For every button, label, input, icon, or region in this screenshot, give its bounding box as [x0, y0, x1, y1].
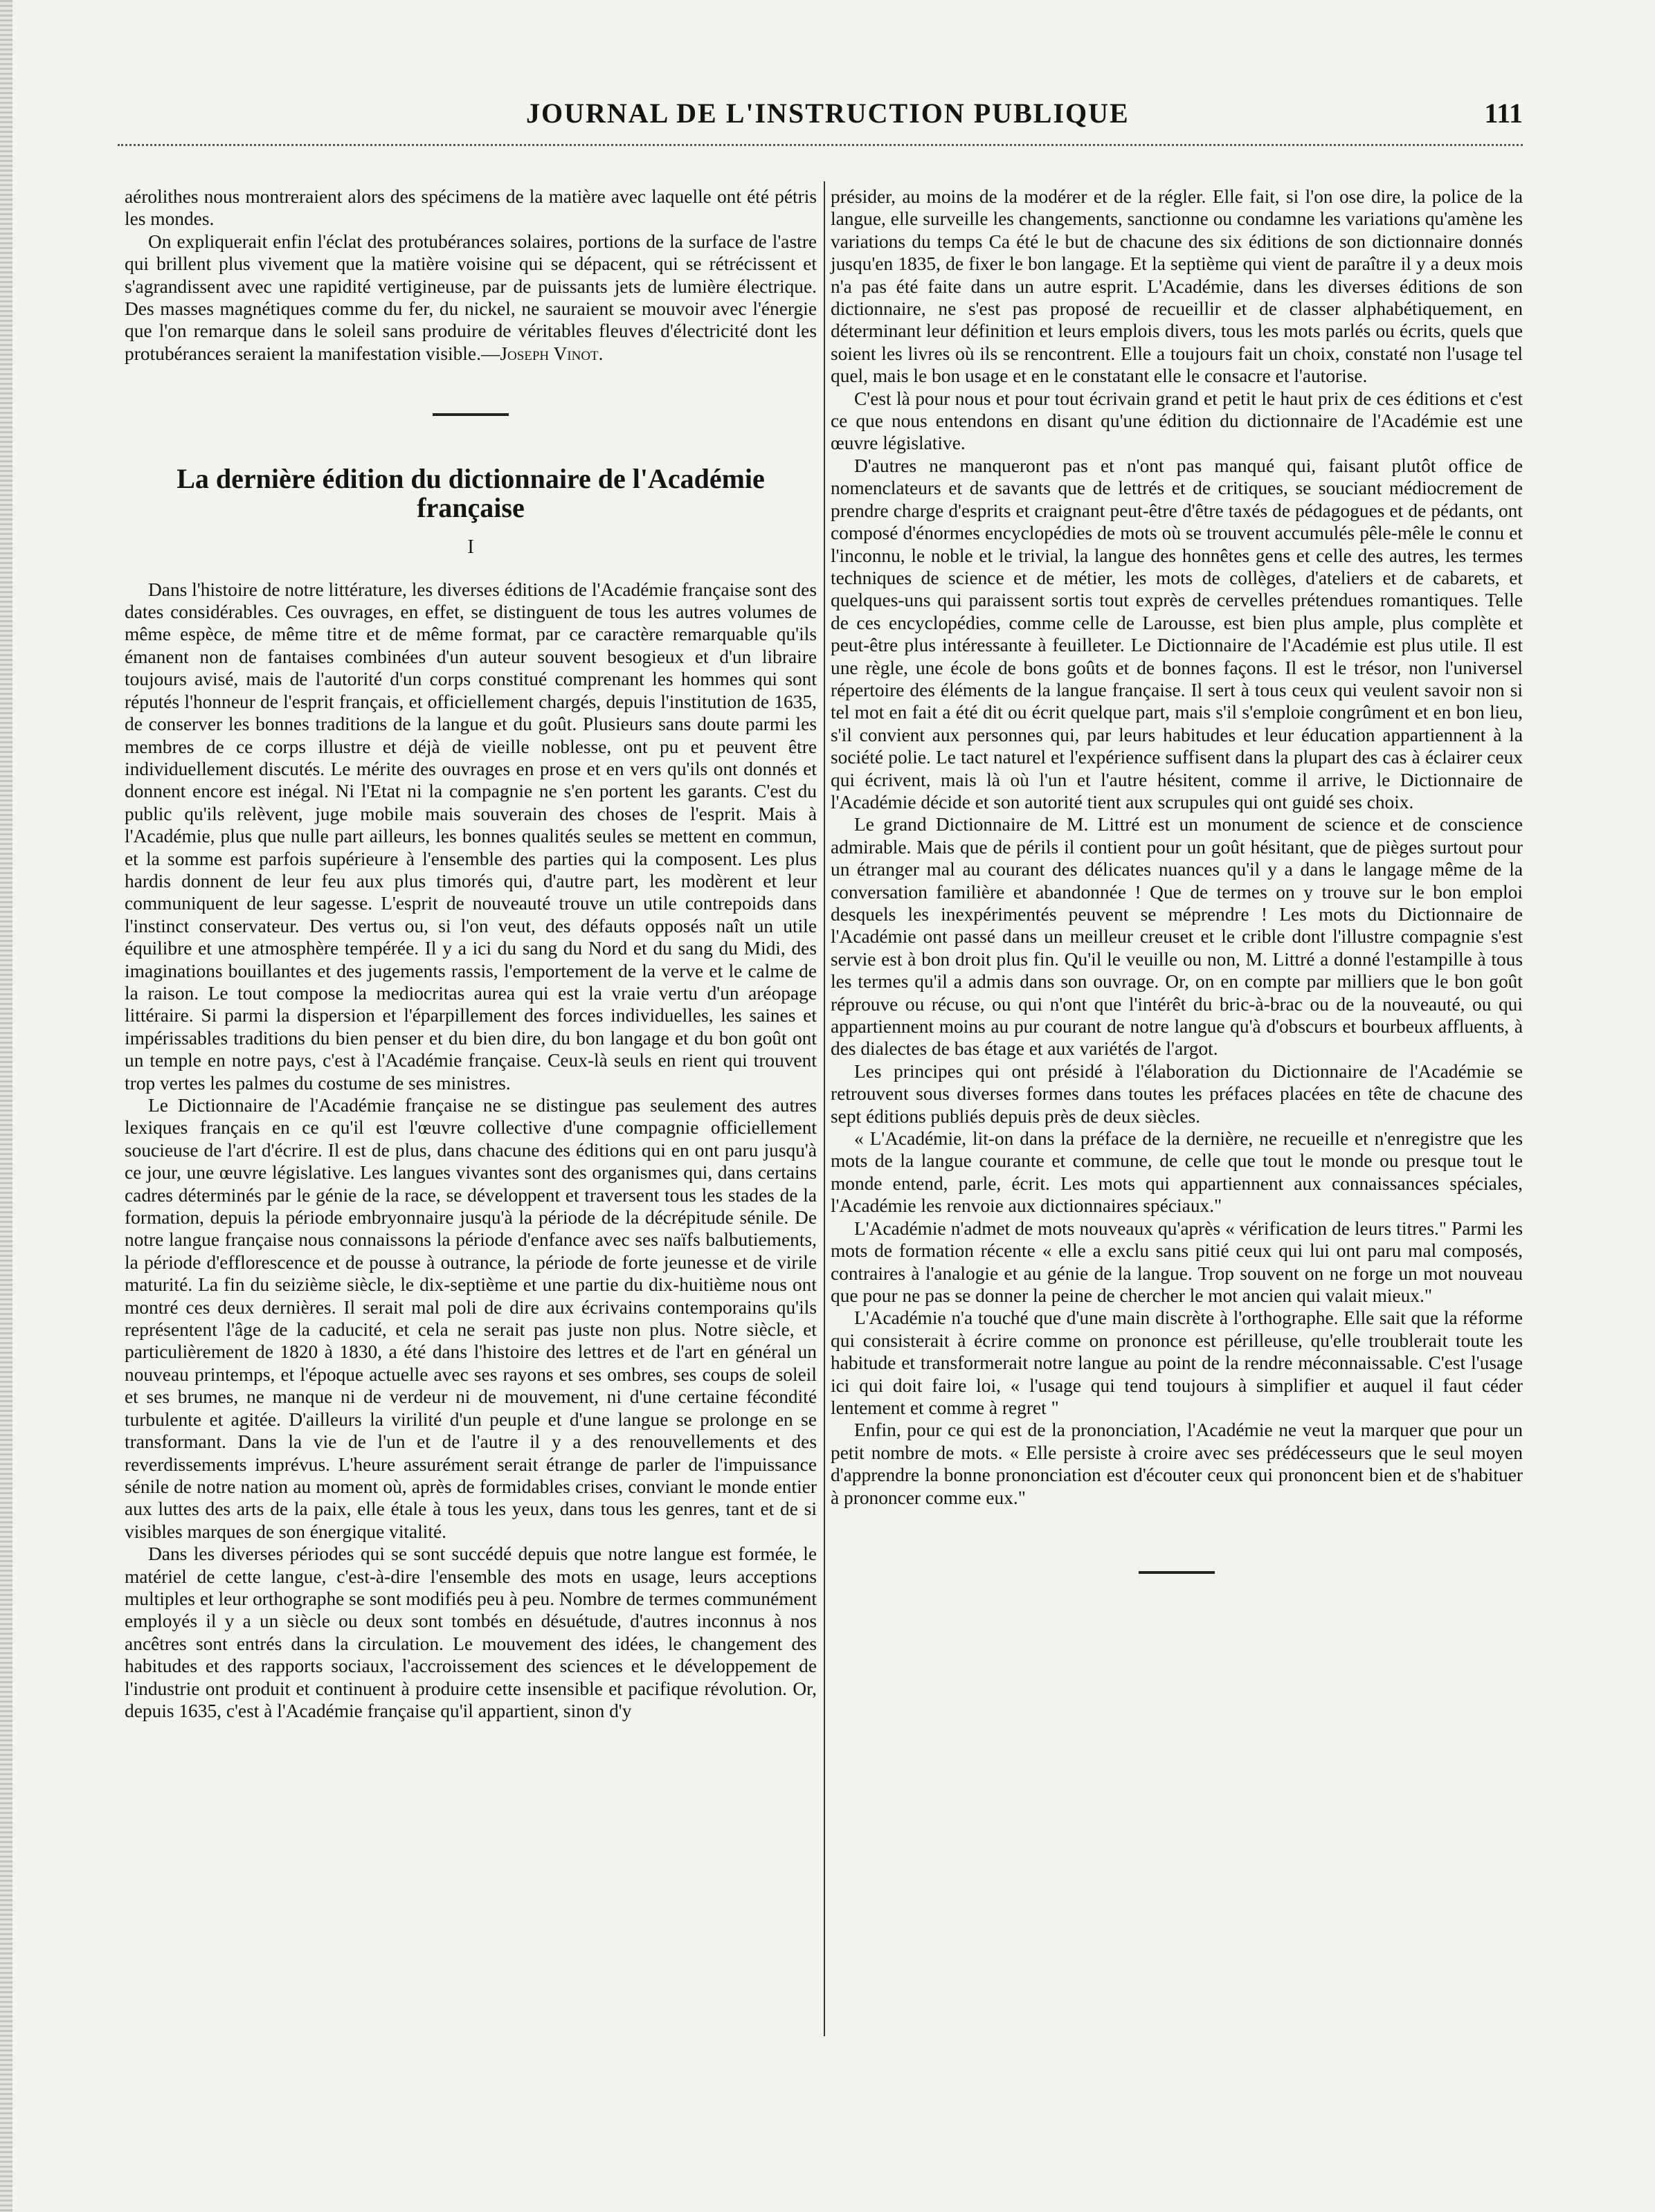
page-header	[118, 97, 1523, 138]
section-separator	[433, 413, 509, 416]
article-paragraph: Dans les diverses périodes qui se sont succédé depuis que notre langue est formée, le matériel de cette langue, c'est-à-dire l'ensemble des mots en usage, leurs acceptions multiples et leur orthographe se sont modifiés peu à peu. Nombre de termes communément employés il y a un siècle ou deux sont tombés en désuétude, d'autres inconnus à nos ancêtres sont entrés dans la circulation. Le mouvement des idées, le changement des habitudes et des rapports sociaux, l'accroissement des sciences et le développement de l'industrie ont produit et continuent à produire cette insensible et pacifique révolution. Or, depuis 1635, c'est à l'Académie française qu'il appartient, sinon d'y	[125, 1543, 817, 1721]
carryover-paragraph	[125, 230, 817, 365]
article-paragraph: Dans l'histoire de notre littérature, les diverses éditions de l'Académie française sont des dates considérables. Ces ouvrages, en effet, se distinguent de tous les autres volumes de même espèce, de même titre et de même format, par ce caractère remarquable qu'ils émanent non de fantaises combinées d'un auteur souvent besogieux et d'un libraire toujours avisé, mais de l'autorité d'un corps constitué comprenant les hommes qui sont réputés l'honneur de l'esprit français, et officiellement chargés, depuis l'institution de 1635, de conserver les bonnes traditions de la langue et du goût. Plusieurs sans doute parmi les membres de ce corps illustre et déjà de vieille noblesse, ont pu et peuvent être individuellement discutés. Le mérite des ouvrages en prose et en vers qu'ils ont donnés et donnent encore est inégal. Ni l'Etat ni la compagnie ne s'en portent les garants. C'est du public qu'ils relèvent, juge mobile mais souverain des choses de l'esprit. Mais à l'Académie, plus que nulle part ailleurs, les bonnes qualités seules se mettent en commun, et la somme est parfois supérieure à l'ensemble des parties qui la composent. Les plus hardis donnent de leur feu aux plus timorés qui, d'autre part, les modèrent et leur communiquent de leur sagesse. L'esprit de nouveauté trouve un utile contrepoids dans l'instinct conservateur. Des vertus ou, si l'on veut, des défauts opposés naît un utile équilibre et une atmosphère tempérée. Il y a ici du sang du Nord et du sang du Midi, des imaginations bouillantes et des jugements rassis, l'emportement de la verve et le calme de la raison. Le tout compose la mediocritas aurea qui est la vraie vertu d'un aréopage littéraire. Si parmi la dispersion et l'éparpillement des forces individuelles, les saines et impérissables traditions du bien penser et du bien dire, du bon langage et du bon goût ont un temple en notre pays, c'est à l'Académie française. Ceux-là seuls en rient qui trouvent trop vertes les palmes du costume de ses ministres.	[125, 579, 817, 1094]
journal-title: JOURNAL DE L'INSTRUCTION PUBLIQUE	[526, 98, 1130, 129]
carryover-paragraph: aérolithes nous montreraient alors des spécimens de la matière avec laquelle ont été pétris les mondes.	[125, 186, 817, 230]
article-paragraph: D'autres ne manqueront pas et n'ont pas manqué qui, faisant plutôt office de nomenclateurs et de savants que de lettrés et de critiques, se souciant médiocrement de prendre charge d'esprits et craignant peut-être d'être taxés de pédagogues et de pédants, ont composé d'énormes encyclopédies de mots où se trouvent accumulés pêle-mêle le connu et l'inconnu, le noble et le trivial, la langue des honnêtes gens et celle des autres, les termes techniques de science et de métier, les mots de collèges, d'ateliers et de cabarets, et quelques-uns qui paraissent sortis tout exprès de cervelles prétendues romantiques. Telle de ces encyclopédies, comme celle de Larousse, est bien plus ample, plus complète et peut-être plus intéressante à feuilleter. Le Dictionnaire de l'Académie est plus utile. Il est une règle, une école de bons goûts et de bonnes façons. Il est le trésor, non l'universel répertoire des éléments de la langue française. Il sert à tous ceux qui veulent savoir non si tel mot en fait a été dit ou écrit quelque part, mais s'il s'emploie congrûment et en bon lieu, s'il convient aux personnes qui, par leurs habitudes et leur éducation appartiennent à la société polie. Le tact naturel et l'expérience suffisent dans la plupart des cas à éclairer ceux qui écrivent, mais là où l'un et l'autre hésitent, comme il arrive, le Dictionnaire de l'Académie décide et son autorité tient aux scrupules qui ont guidé ses choix.	[831, 455, 1523, 813]
article-paragraph: C'est là pour nous et pour tout écrivain grand et petit le haut prix de ces éditions et c'est ce que nous entendons en disant qu'une édition du dictionnaire de l'Académie est une œuvre législative.	[831, 388, 1523, 454]
scanned-page-edge	[0, 0, 12, 2212]
header-rule	[118, 144, 1523, 146]
end-separator	[1139, 1571, 1215, 1574]
article-paragraph: L'Académie n'admet de mots nouveaux qu'après « vérification de leurs titres." Parmi les mots de formation récente « elle a exclu sans pitié ceux qui lui ont paru mal composés, contraires à l'analogie et au génie de la langue. Trop souvent on ne forge un mot nouveau que pour ne pas se donner la peine de chercher le mot ancien qui valait mieux."	[831, 1217, 1523, 1306]
article-paragraph: Enfin, pour ce qui est de la prononciation, l'Académie ne veut la marquer que pour un petit nombre de mots. « Elle persiste à croire avec ses prédécesseurs que le seul moyen d'apprendre la bonne prononciation est d'écouter ceux qui prononcent bien et de s'habituer à prononcer comme eux."	[831, 1420, 1523, 1508]
article-paragraph: Le Dictionnaire de l'Académie française ne se distingue pas seulement des autres lexiques français en ce qu'il est l'œuvre collective d'une compagnie officiellement soucieuse de l'art d'écrire. Il est de plus, dans chacune des éditions qui en ont paru jusqu'à ce jour, une œuvre législative. Les langues vivantes sont des organismes qui, dans certains cadres déterminés par le génie de la race, se développent et traversent tous les stades de la formation, depuis la période embryonnaire jusqu'à la période de la décrépitude sénile. De notre langue française nous connaissons la période d'enfance avec ses naïfs balbutiements, la période d'efflorescence et de pousse à outrance, la période de forte jeunesse et de virile maturité. La fin du seizième siècle, le dix-septième et une partie du dix-huitième nous ont montré ces deux dernières. Il serait mal poli de dire aux écrivains contemporains qu'ils représentent l'âge de la caducité, et cela ne serait pas juste non plus. Notre siècle, et particulièrement de 1820 à 1830, a été dans l'histoire des lettres et de l'art en général un nouveau printemps, et l'époque actuelle avec ses rayons et ses ombres, ses coups de soleil et ses brumes, ne manque ni de verdeur ni de mouvement, ni d'une certaine fécondité turbulente et agitée. D'ailleurs la virilité d'un peuple et d'une langue se prolonge en se transformant. Dans la vie de l'un et de l'autre il y a des renouvellements et des reverdissements imprévus. L'heure assurément serait étrange de parler de l'impuissance sénile de notre nation au moment où, après de formidables crises, conviant le monde entier aux luttes des arts de la paix, elle étale à tous les yeux, dans tous les genres, tant et de si visibles marques de son énergique vitalité.	[125, 1095, 817, 1542]
author-signature: Joseph Vinot.	[500, 343, 604, 364]
section-numeral: I	[467, 536, 474, 559]
right-column	[831, 185, 1523, 1574]
article-paragraph: « L'Académie, lit-on dans la préface de la dernière, ne recueille et n'enregistre que les mots de la langue courante et commune, de celle que tout le monde ou presque tout le monde entend, parle, écrit. Les mots qui appartiennent aux connaissances spéciales, l'Académie les renvoie aux dictionnaires spéciaux."	[831, 1128, 1523, 1217]
article-paragraph: présider, au moins de la modérer et de la régler. Elle fait, si l'on ose dire, la police de la langue, elle surveille les changements, sanctionne ou condamne les variations qu'amène les variations du temps Ca été le but de chacune des six éditions de son dictionnaire donnés jusqu'en 1835, de fixer le bon langage. Et la septième qui vient de paraître il y a deux mois n'a pas été faite dans un autre esprit. L'Académie, dans les diverses éditions de son dictionnaire, ne s'est pas proposé de recueillir et de classer alphabétiquement, en déterminant leur définition et leurs emplois divers, tous les mots parlés ou écrits, quels que soient les livres où ils se rencontrent. Elle a toujours fait un choix, constaté non l'usage tel quel, mais le bon usage et en le constatant elle le consacre et l'autorise.	[831, 186, 1523, 387]
article-paragraph: Les principes qui ont présidé à l'élaboration du Dictionnaire de l'Académie se retrouvent sous diverses formes dans toutes les préfaces placées en tête de chacune des sept éditions publiés depuis près de deux siècles.	[831, 1060, 1523, 1127]
article-title: La dernière édition du dictionnaire de l'Académie française	[177, 463, 765, 524]
carryover-text: On expliquerait enfin l'éclat des protubérances solaires, portions de la surface de l'astre qui brillent plus vivement que la matière voisine qui se dépacent, qui se rétrécissent et s'agrandissent avec une rapidité vertigineuse, par de puissants jets de lumière électrique. Des masses magnétiques comme du fer, du nickel, ne sauraient se mouvoir avec l'énergie que l'on remarque dans le soleil sans produire de véritables fleuves d'électricité dont les protubérances seraient la manifestation visible.—	[125, 230, 817, 364]
left-column	[125, 185, 817, 1722]
article-paragraph: Le grand Dictionnaire de M. Littré est un monument de science et de conscience admirable. Mais que de périls il contient pour un goût hésitant, que de pièges surtout pour un étranger mal au courant des délicates nuances qu'il y a dans le langage même de la conversation familière et abandonnée ! Que de termes on y trouve sur le bon emploi desquels les inexpérimentés peuvent se méprendre ! Les mots du Dictionnaire de l'Académie ont passé dans un meilleur creuset et le crible dont l'illustre compagnie s'est servie est à bon droit plus fin. Qu'il le veuille ou non, M. Littré a donné l'estampille à tous les termes qu'il a admis dans son ouvrage. Or, on en compte par milliers que le bon goût réprouve ou récuse, ou qui n'ont que l'intérêt du bric-à-brac ou de la nouveauté, ou qui appartiennent moins au pur courant de notre langue qu'à d'obscurs et bourbeux affluents, à des dialectes de bas étage et aux variétés de l'argot.	[831, 814, 1523, 1060]
page-number: 111	[1484, 98, 1523, 129]
article-paragraph: L'Académie n'a touché que d'une main discrète à l'orthographe. Elle sait que la réforme qui consisterait à écrire comme on prononce est périlleuse, qu'elle troublerait toute les habitude et transformerait notre langue au point de la rendre méconnaissable. C'est l'usage ici qui doit faire loi, « l'usage qui tend toujours à simplifier et auquel il faut céder lentement et comme à regret "	[831, 1307, 1523, 1418]
column-divider	[824, 181, 825, 2036]
